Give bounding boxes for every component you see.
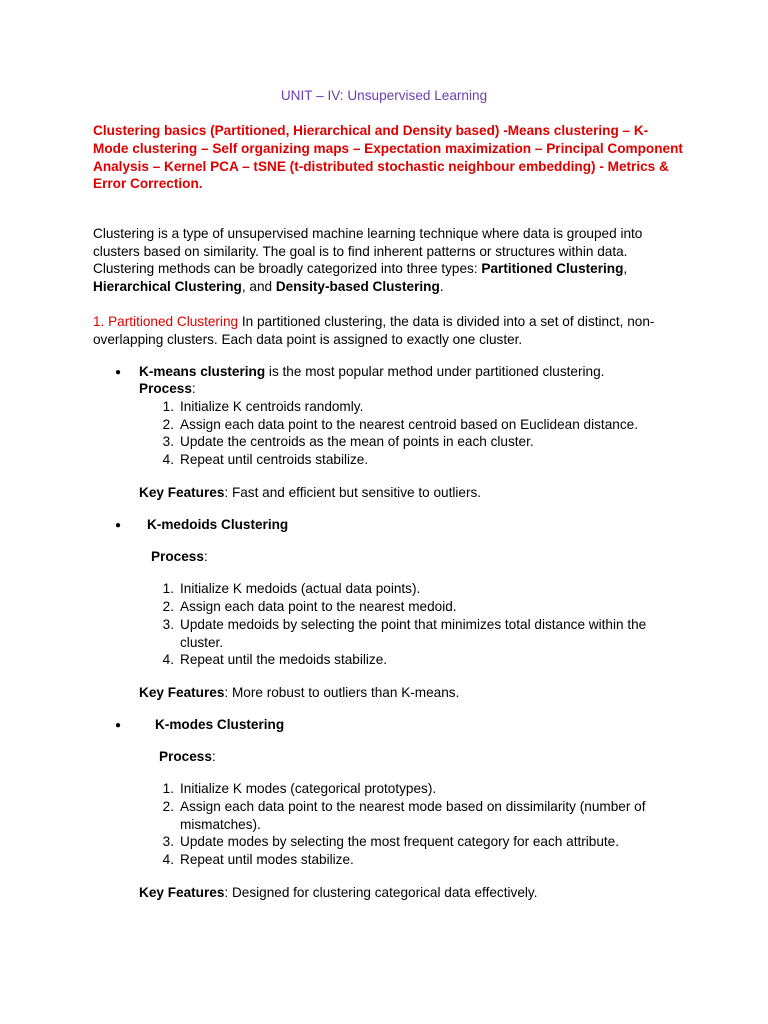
intro-paragraph [93,225,683,295]
section-partitioned [93,313,683,348]
intro-end: . [439,278,444,294]
section-heading: 1. Partitioned Clustering [93,314,239,329]
bullet-kmodes: ● [115,720,122,731]
kmeans-process [139,380,196,398]
process-colon: : [191,381,196,396]
intro-sep-2: , and [241,278,276,294]
kmeans-name: K-means clustering [139,364,266,379]
key-features-text: : Designed for clustering categorical data effectively. [224,885,538,900]
process-label: Process [151,549,204,564]
kmedoids-process [151,548,208,566]
kmodes-name: K-modes Clustering [155,717,285,732]
process-colon: : [203,549,208,564]
kmedoids-key-features [139,684,459,702]
process-colon: : [211,749,216,764]
key-features-label: Key Features [139,885,225,900]
kmodes-process [159,748,216,766]
kmeans-line [139,363,699,381]
type-partitioned: Partitioned Clustering [481,261,624,276]
process-label: Process [159,749,212,764]
kmedoids-name: K-medoids Clustering [147,517,289,532]
type-hierarchical: Hierarchical Clustering [93,278,242,294]
key-features-text: : Fast and efficient but sensitive to outliers. [224,485,482,500]
intro-text: Clustering is a type of unsupervised machine learning technique where data is grouped into clusters based on similarity. The goal is to find inherent patterns or structures within data. Clustering methods can be broadly categorized into three types: [93,226,643,276]
key-features-label: Key Features [139,485,225,500]
bullet-kmedoids: ● [115,520,122,531]
key-features-text: : More robust to outliers than K-means. [224,685,460,700]
syllabus-topics: Clustering basics (Partitioned, Hierarchical and Density based) -Means clustering – K-Mode clustering – Self organizing maps – Expectation maximization – Principal Component Analysis – Kernel PCA – tSNE (t-distributed stochastic neighbour embedding) - Metrics & Error Correction. [93,123,683,192]
kmeans-desc: is the most popular method under partitioned clustering. [265,364,605,379]
kmeans-key-features [139,484,481,502]
document-page: UNIT – IV: Unsupervised Learning Clustering basics (Partitioned, Hierarchical and Density based) -Means clustering – K-Mode clustering – Self organizing maps – Expectation maximization – Principal Component Analysis – Kernel PCA – tSNE (t-distributed stochastic neighbour embedding) - Metrics & Error Correction. Clustering is a type of unsupervised machine learning technique where data is grouped into clusters based on similarity. The goal is to find inherent patterns or structures within data. Clustering methods can be broadly categorized into three types: Partitioned Clustering, Hierarchical Clustering, and Density-based Clustering. 1. Partitioned Clustering In partitioned clustering, the data is divided into a set of distinct, non-overlapping clusters. Each data point is assigned to exactly one cluster. ● K-means clustering is the most popular method under partitioned clustering. Process: 1. Initialize K centroids randomly. 2. Assign each data point to the nearest centroid based on Euclidean distance. 3. Update the centroids as the mean of points in each cluster. 4. Repeat until centroids stabilize. Key Features: Fast and efficient but sensitive to outliers. ● K-medoids Clustering Process: 1. Initialize K medoids (actual data points). 2. Assign each data point to the nearest medoid. 3. Update medoids by selecting the point that minimizes total distance within the cluster. 4. Repeat until the medoids stabilize. Key Features: More robust to outliers than K-means. ● K-modes Clustering Process: 1. Initialize K modes (categorical prototypes). 2. Assign each data point to the nearest mode based on dissimilarity (number of mismatches). 3. Update modes by selecting the most frequent category for each attribute. 4. Repeat until modes stabilize. Key Features: Designed for clustering categorical data effectively. [0,0,768,1024]
intro-sep-1: , [623,261,628,276]
section-text: In partitioned clustering, the data is divided into a set of distinct, non-overlapping clusters. Each data point is assigned to exactly one cluster. [93,314,655,347]
process-label: Process [139,381,192,396]
kmodes-key-features [139,884,537,902]
page-title: UNIT – IV: Unsupervised Learning [280,88,488,103]
key-features-label: Key Features [139,685,225,700]
bullet-kmeans: ● [115,367,122,378]
type-density: Density-based Clustering [275,278,440,294]
